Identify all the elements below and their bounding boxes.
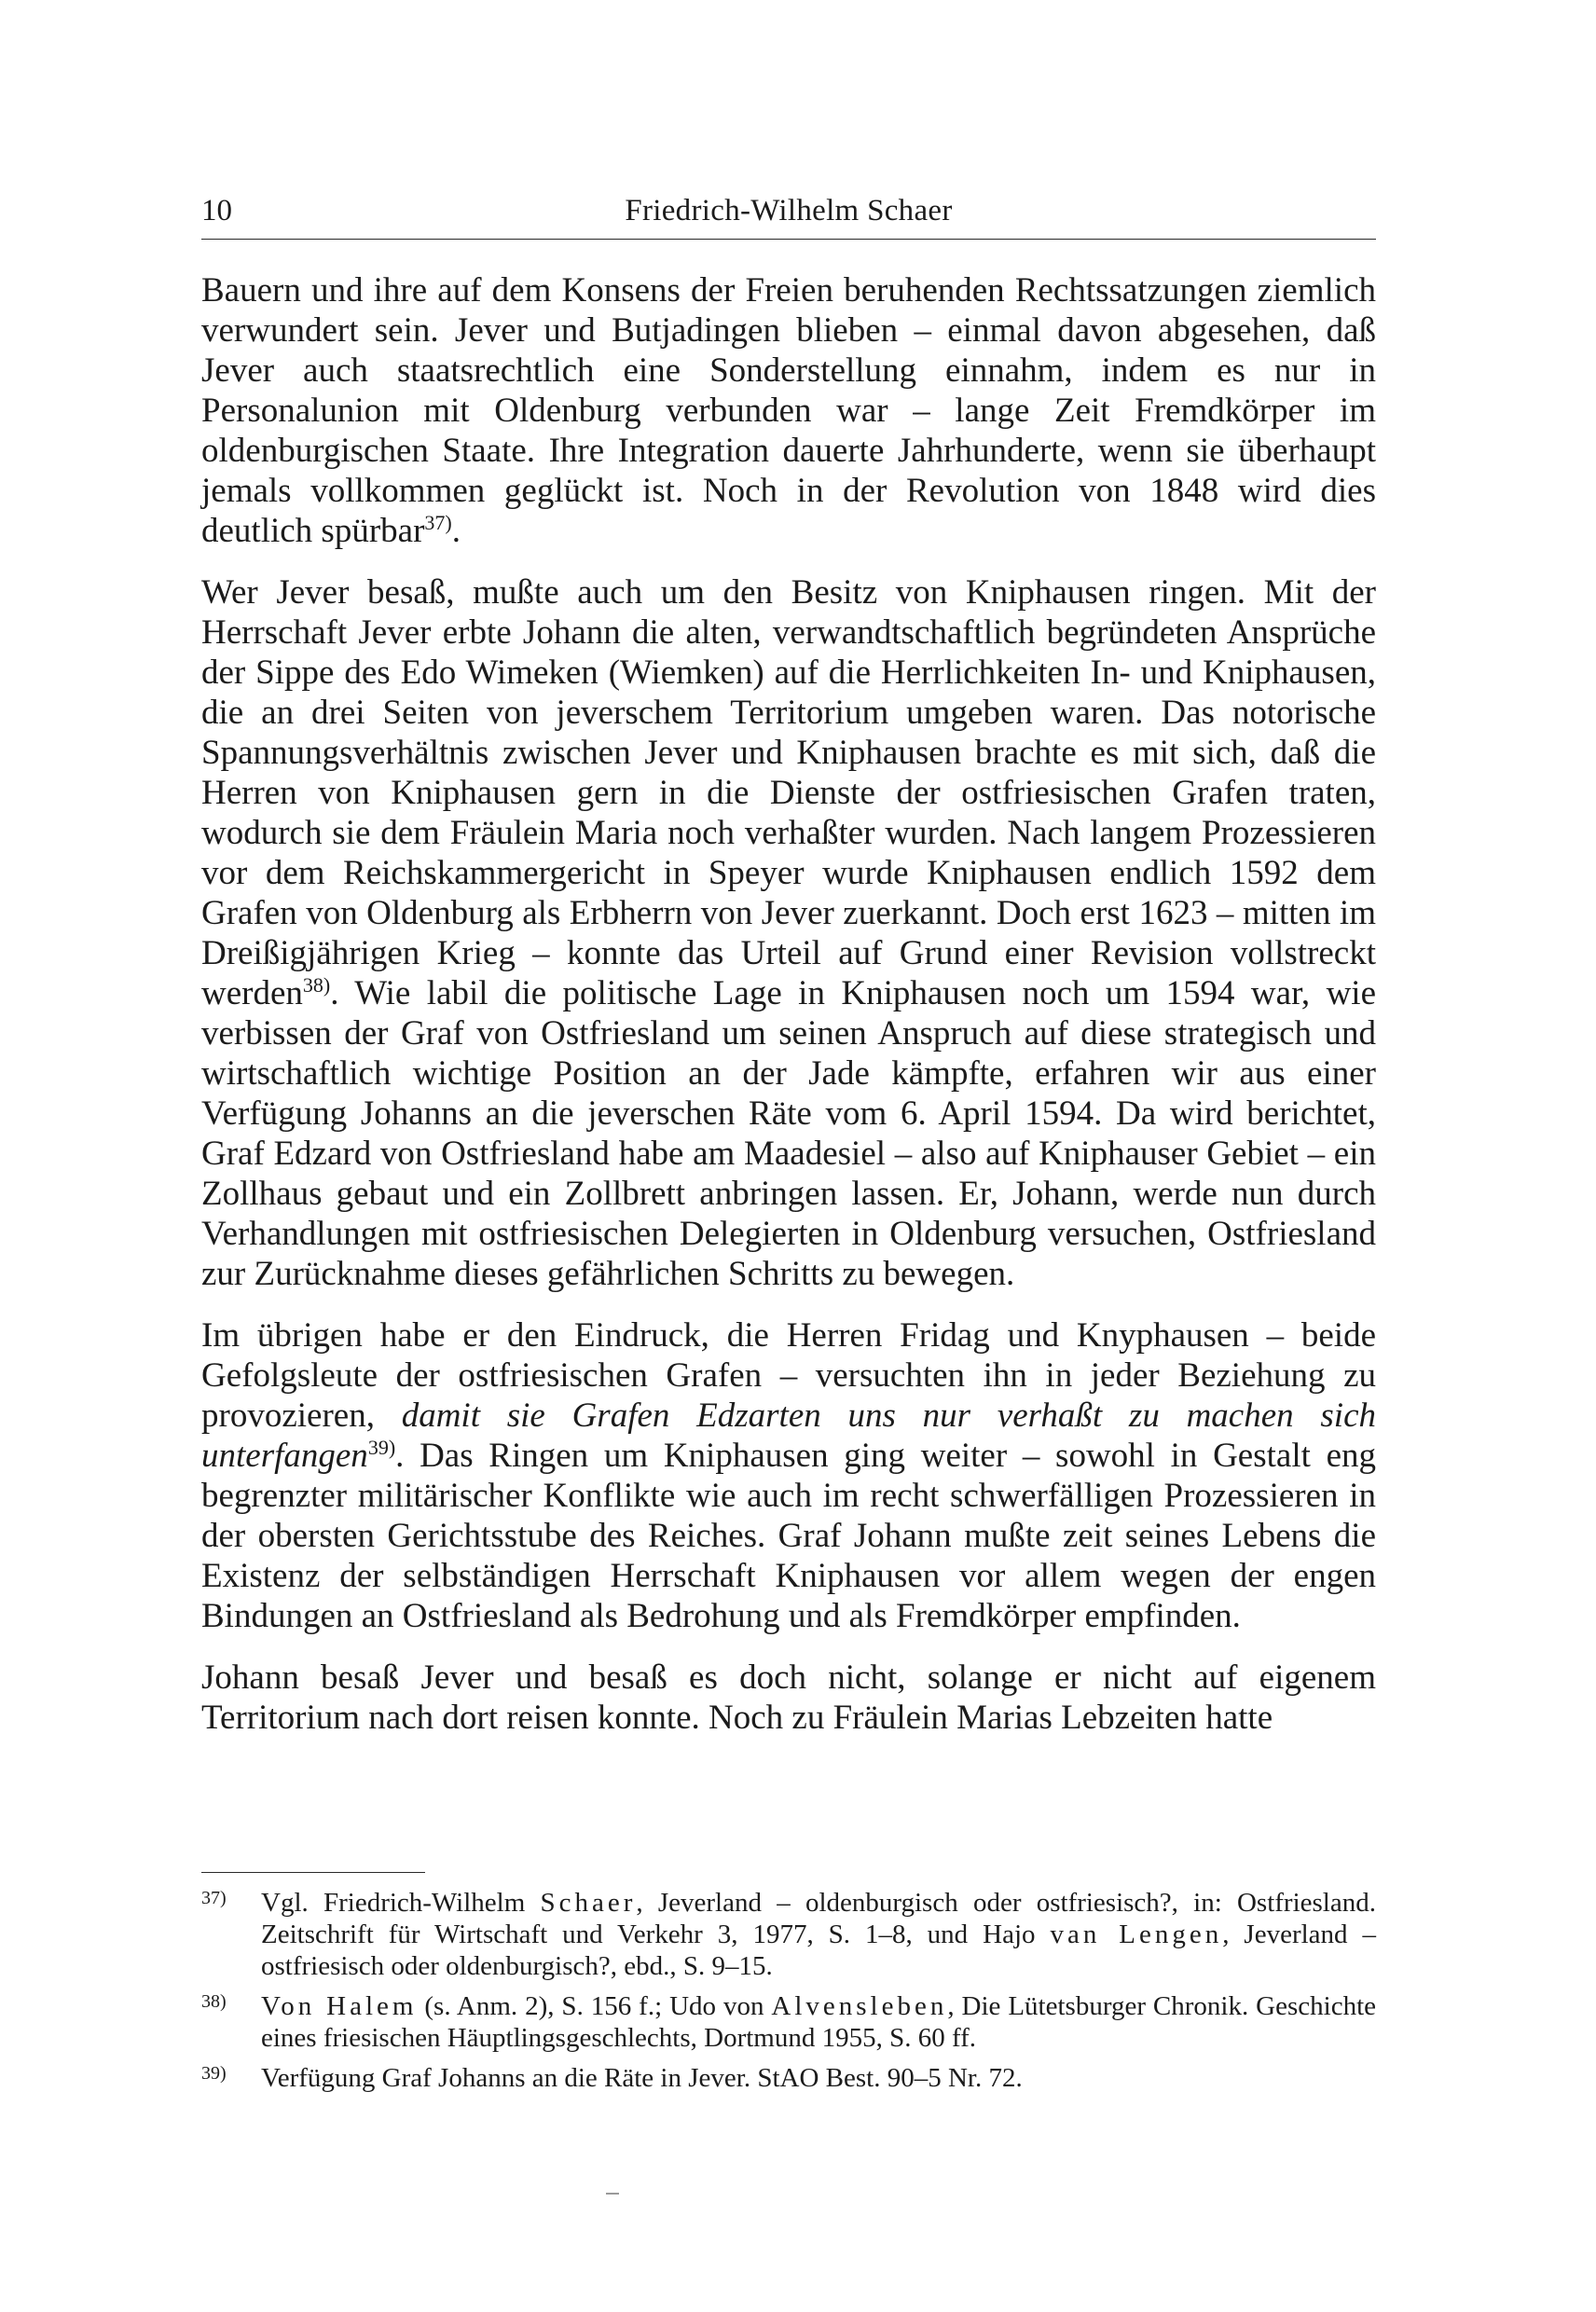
footnote-marker: 38): [201, 1991, 227, 2012]
footnote-38: [201, 1990, 1376, 2054]
footnote-text: , Jeverland – ostfriesisch oder oldenburgisch?, ebd., S. 9–15.: [261, 1920, 1376, 1981]
scan-mark: [606, 2193, 619, 2195]
footnote-marker: 37): [201, 1888, 227, 1908]
footnote-ref-37[interactable]: 37): [424, 511, 452, 534]
paragraph-2: [201, 572, 1376, 1294]
body-text: [201, 270, 1376, 1759]
footnote-text: Vgl. Friedrich-Wilhelm: [261, 1888, 541, 1918]
paragraph-3: [201, 1315, 1376, 1636]
author-name: Schaer: [540, 1888, 637, 1918]
page-number: 10: [201, 194, 232, 227]
footnote-divider: [201, 1872, 425, 1873]
paragraph-text: Johann besaß Jever und besaß es doch nicht, solange er nicht auf eigenem Territorium nach dort reisen konnte. Noch zu Fräulein Marias Lebzeiten hatte: [201, 1658, 1376, 1737]
paragraph-4: [201, 1658, 1376, 1738]
footnote-39: [201, 2062, 1376, 2094]
paragraph-1: [201, 270, 1376, 551]
footnote-text: Verfügung Graf Johanns an die Räte in Jever. StAO Best. 90–5 Nr. 72.: [261, 2063, 1023, 2093]
paragraph-text: Bauern und ihre auf dem Konsens der Freien beruhenden Rechtssatzungen ziemlich verwundert sein. Jever und Butjadingen blieben – einmal davon abgesehen, daß Jever auch staatsrechtlich eine Sonderstellung einnahm, indem es nur in Personalunion mit Oldenburg verbunden war – lange Zeit Fremdkörper im oldenburgischen Staate. Ihre Integration dauerte Jahrhunderte, wenn sie überhaupt jemals vollkommen geglückt ist. Noch in der Revolution von 1848 wird dies deutlich spürbar: [201, 271, 1376, 550]
page-header: [201, 186, 1376, 240]
paragraph-text: .: [451, 512, 461, 550]
italic-quote: damit sie Grafen Edzarten uns nur verhaßt zu machen sich unterfangen: [201, 1397, 1376, 1475]
running-head: Friedrich-Wilhelm Schaer: [625, 194, 953, 227]
footnote-37: [201, 1887, 1376, 1982]
footnote-text: (s. Anm. 2), S. 156 f.; Udo von: [417, 1991, 772, 2021]
author-name: van Lengen: [1050, 1920, 1223, 1949]
author-name: Von Halem: [261, 1991, 418, 2021]
footnote-text: , Jeverland – oldenburgisch oder ostfriesisch?, in: Ostfriesland. Zeitschrift für Wirtschaft und Verkehr 3, 1977, S. 1–8, und Hajo: [261, 1888, 1376, 1949]
paragraph-text: Im übrigen habe er den Eindruck, die Herren Fridag und Knyphausen – beide Gefolgsleute der ostfriesischen Grafen – versuchten ihn in jeder Beziehung zu provozieren,: [201, 1316, 1376, 1435]
footnote-ref-38[interactable]: 38): [302, 973, 331, 997]
paragraph-text: Wer Jever besaß, mußte auch um den Besitz von Kniphausen ringen. Mit der Herrschaft Jever erbte Johann die alten, verwandtschaftlich begründeten Ansprüche der Sippe des Edo Wimeken (Wiemken) auf die Herrlichkeiten In- und Kniphausen, die an drei Seiten von jeverschem Territorium umgeben waren. Das notorische Spannungsverhältnis zwischen Jever und Kniphausen brachte es mit sich, daß die Herren von Kniphausen gern in die Dienste der ostfriesischen Grafen traten, wodurch sie dem Fräulein Maria noch verhaßter wurden. Nach langem Prozessieren vor dem Reichskammergericht in Speyer wurde Kniphausen endlich 1592 dem Grafen von Oldenburg als Erbherrn von Jever zuerkannt. Doch erst 1623 – mitten im Dreißigjährigen Krieg – konnte das Urteil auf Grund einer Revision vollstreckt werden: [201, 573, 1376, 1012]
author-name: Alvensleben: [771, 1991, 948, 2021]
footnote-ref-39[interactable]: 39): [367, 1436, 396, 1459]
footnote-marker: 39): [201, 2063, 227, 2084]
paragraph-text: . Wie labil die politische Lage in Kniphausen noch um 1594 war, wie verbissen der Graf von Ostfriesland um seinen Anspruch auf diese strategisch und wirtschaftlich wichtige Position an der Jade kämpfte, erfahren wir aus einer Verfügung Johanns an die jeverschen Räte vom 6. April 1594. Da wird berichtet, Graf Edzard von Ostfriesland habe am Maadesiel – also auf Kniphauser Gebiet – ein Zollhaus gebaut und ein Zollbrett anbringen lassen. Er, Johann, werde nun durch Verhandlungen mit ostfriesischen Delegierten in Oldenburg versuchen, Ostfriesland zur Zurücknahme dieses gefährlichen Schritts zu bewegen.: [201, 974, 1376, 1293]
paragraph-text: . Das Ringen um Kniphausen ging weiter – sowohl in Gestalt eng begrenzter militärischer Konflikte wie auch im recht schwerfälligen Prozessieren in der obersten Gerichtsstube des Reiches. Graf Johann mußte zeit seines Lebens die Existenz der selbständigen Herrschaft Kniphausen vor allem wegen der engen Bindungen an Ostfriesland als Bedrohung und als Fremdkörper empfinden.: [201, 1437, 1376, 1635]
footnotes: [201, 1887, 1376, 2102]
footnote-text: , Die Lütetsburger Chronik. Geschichte eines friesischen Häuptlingsgeschlechts, Dortmund 1955, S. 60 ff.: [261, 1991, 1376, 2053]
